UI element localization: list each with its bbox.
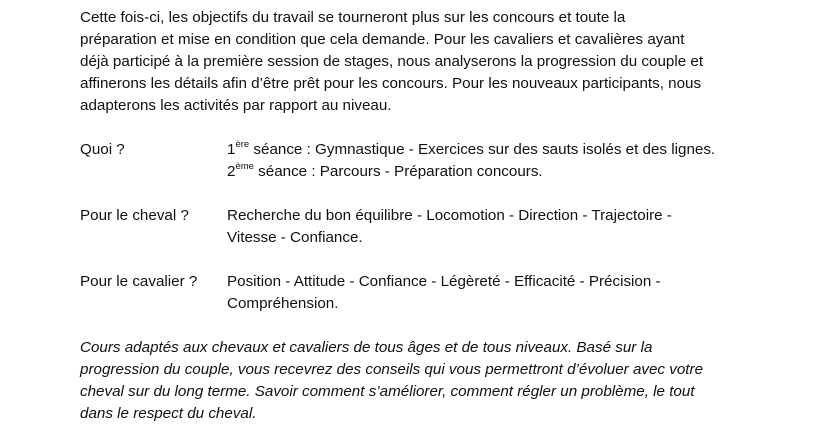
cavalier-content [227, 271, 748, 315]
cheval-content [227, 205, 748, 249]
quoi-label: Quoi ? [80, 141, 125, 158]
cheval-section [80, 205, 748, 249]
cheval-line: Recherche du bon équilibre - Locomotion - Direction - Trajectoire - [227, 207, 672, 224]
intro-line: préparation et mise en condition que cela demande. Pour les cavaliers et cavalières ayant [80, 31, 685, 48]
seance-1-ordinal: ère [235, 138, 250, 150]
quoi-content [227, 139, 748, 183]
cheval-line: Vitesse - Confiance. [227, 229, 363, 246]
closing-line: progression du couple, vous recevrez des conseils qui vous permettront d’évoluer avec votre [80, 361, 704, 378]
seance-2-ordinal: ème [235, 160, 254, 172]
closing-line: dans le respect du cheval. [80, 405, 257, 422]
cavalier-line: Compréhension. [227, 295, 339, 312]
closing-line: Cours adaptés aux chevaux et cavaliers de tous âges et de tous niveaux. Basé sur la [80, 339, 653, 356]
intro-line: affinerons les détails afin d’être prêt pour les concours. Pour les nouveaux participants, nous [80, 75, 702, 92]
seance-1-line [227, 139, 748, 161]
cavalier-section [80, 271, 748, 315]
seance-1-number: 1 [227, 141, 236, 158]
intro-line: adapterons les activités par rapport au niveau. [80, 97, 392, 114]
cavalier-label: Pour le cavalier ? [80, 273, 198, 290]
seance-2-number: 2 [227, 163, 236, 180]
cavalier-line: Position - Attitude - Confiance - Légèreté - Efficacité - Précision - [227, 273, 661, 290]
intro-line: déjà participé à la première session de stages, nous analyserons la progression du couple et [80, 53, 704, 70]
seance-2-text: séance : Parcours - Préparation concours. [253, 163, 543, 180]
intro-line: Cette fois-ci, les objectifs du travail se tourneront plus sur les concours et toute la [80, 9, 626, 26]
seance-1-text: séance : Gymnastique - Exercices sur des sauts isolés et des lignes. [249, 141, 716, 158]
intro-paragraph [80, 7, 748, 117]
closing-line: cheval sur du long terme. Savoir comment s’améliorer, comment régler un problème, le tout [80, 383, 695, 400]
document-page [80, 7, 748, 425]
cheval-label: Pour le cheval ? [80, 207, 189, 224]
seance-2-line [227, 161, 748, 183]
quoi-section [80, 139, 748, 183]
closing-paragraph [80, 337, 748, 425]
